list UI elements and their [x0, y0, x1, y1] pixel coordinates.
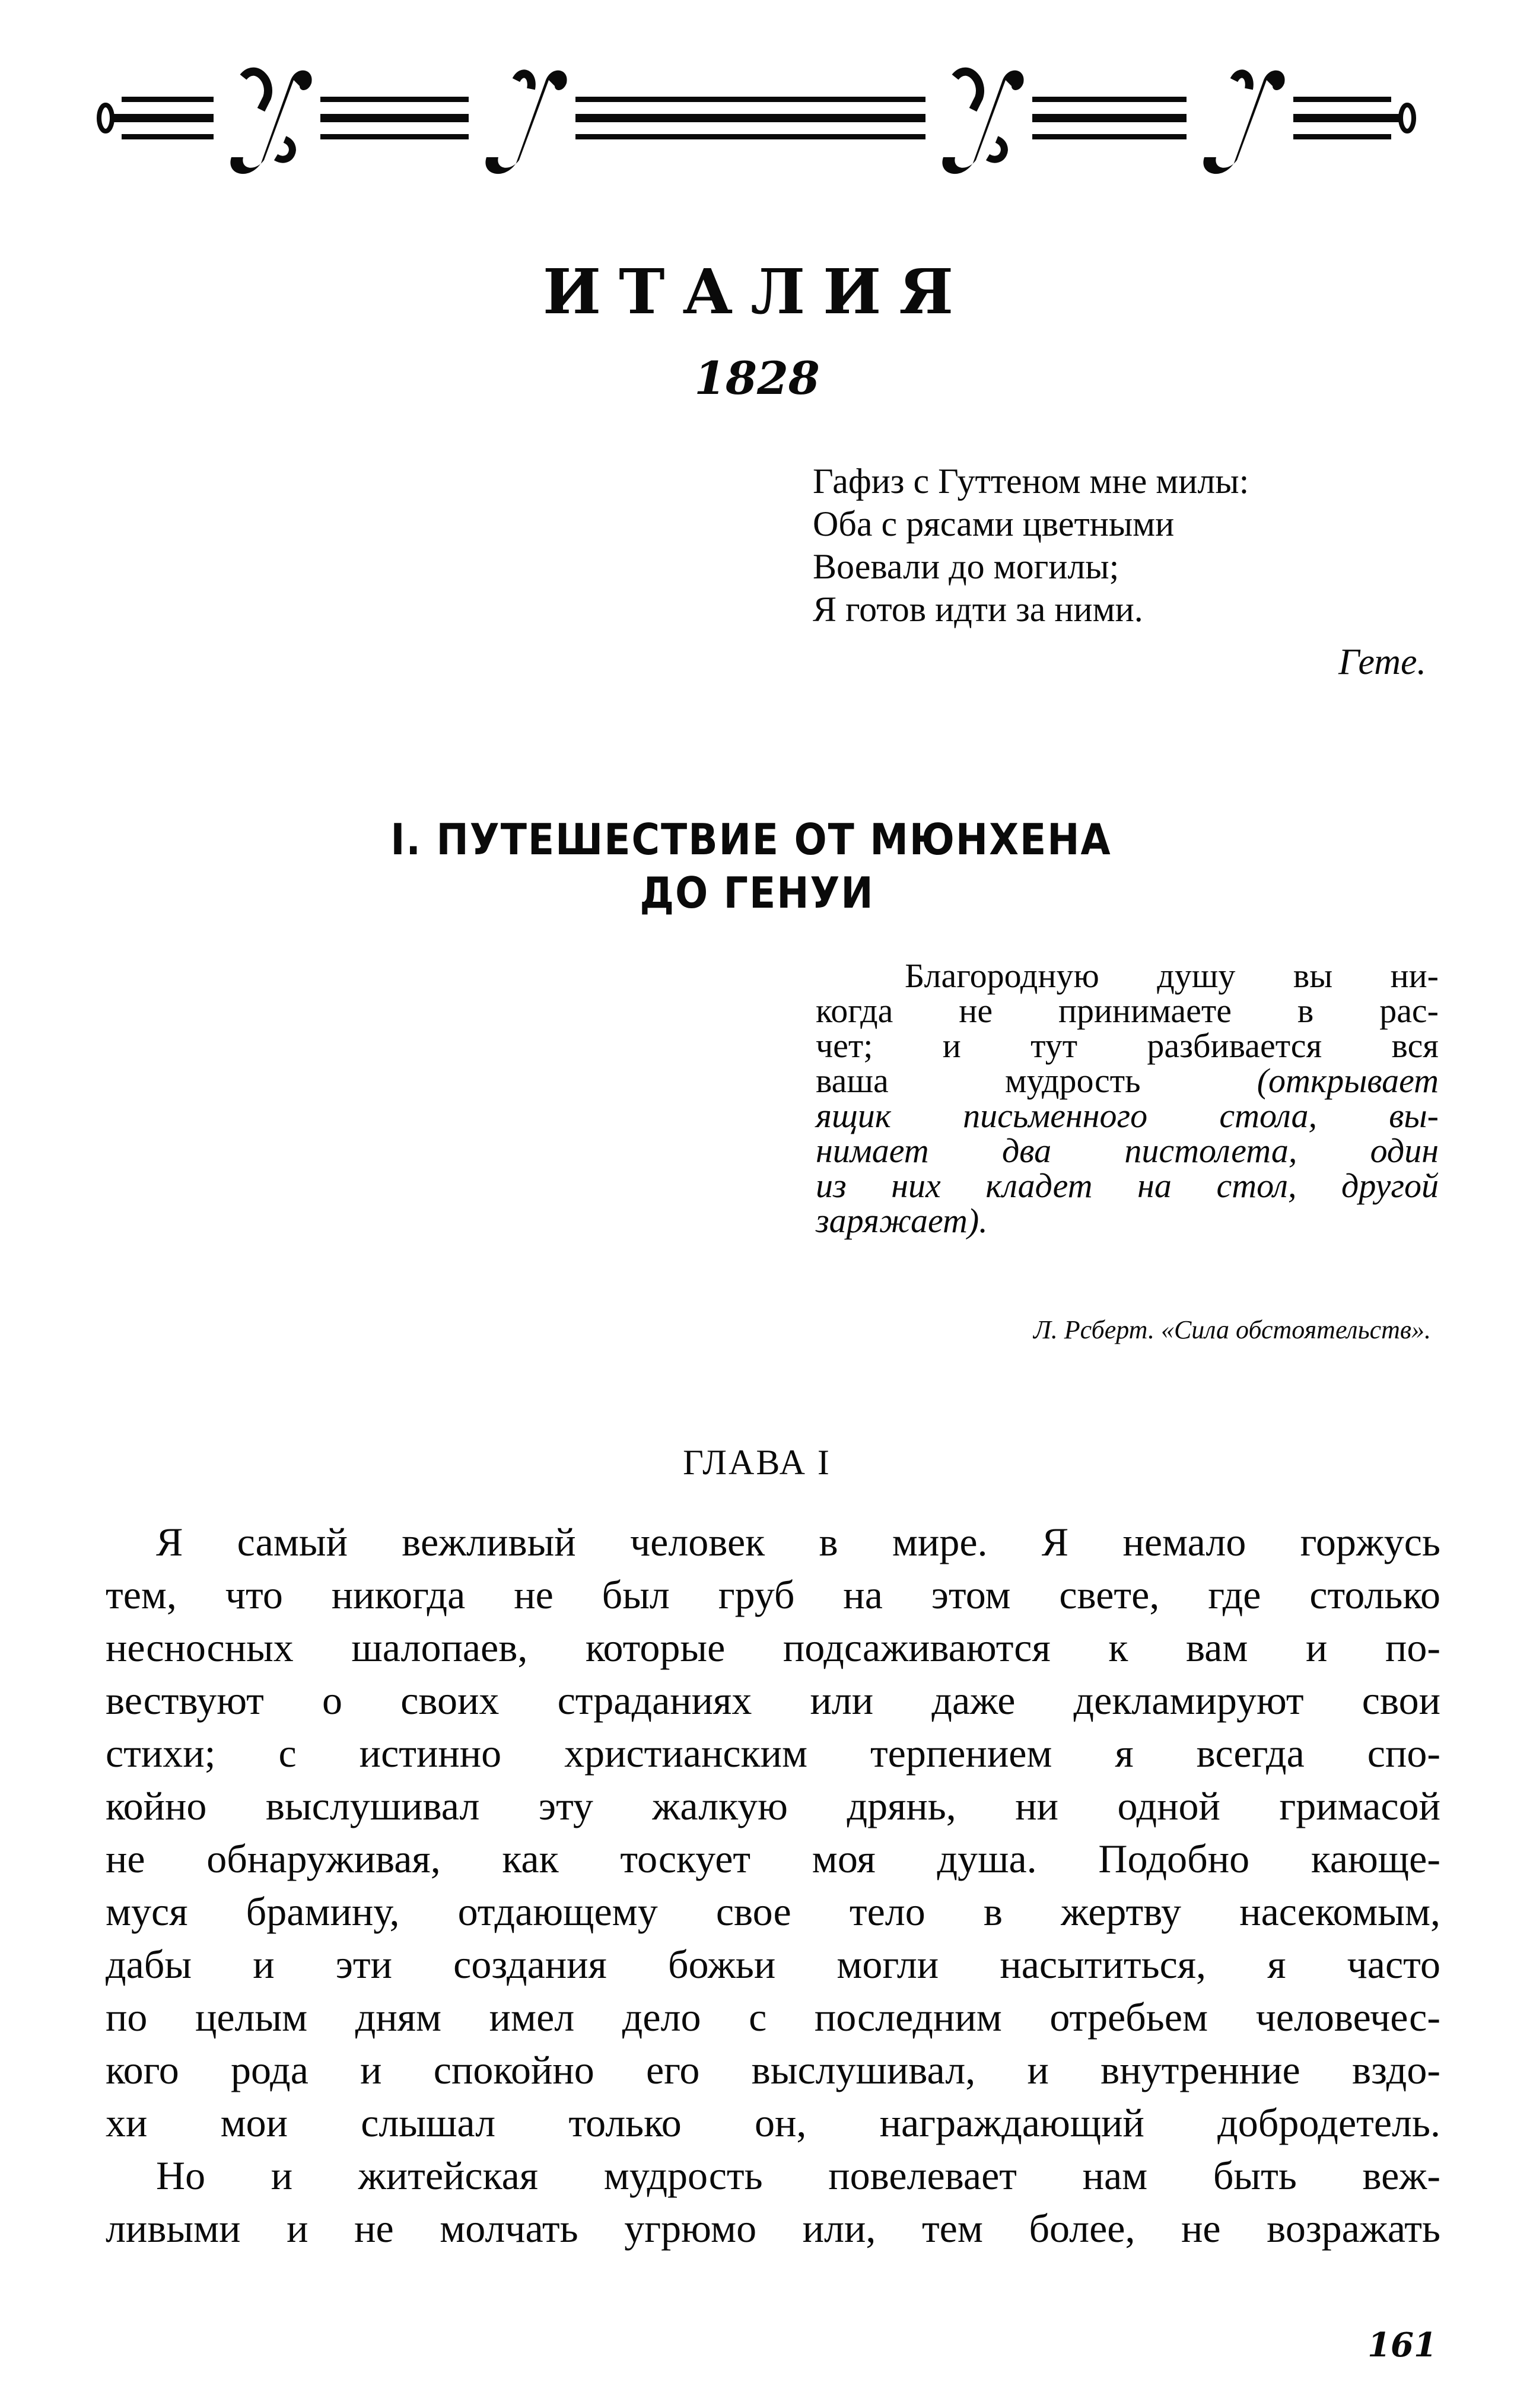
decorative-header-ornament — [95, 56, 1418, 193]
body-line: хи мои слышал только он, награждающий добродетель. — [106, 2100, 1440, 2145]
poem-attribution: Гете. — [1338, 642, 1426, 682]
ornament-scroll-4 — [1187, 71, 1293, 174]
prose-epigraph — [816, 958, 1439, 1238]
epigraph-roman: ваша мудрость — [816, 1061, 1257, 1100]
body-line: ливыми и не молчать угрюмо или, тем более, не возражать — [106, 2206, 1440, 2251]
ornament-scroll-2 — [469, 71, 575, 174]
epigraph-stage-direction: заряжает). — [816, 1201, 988, 1240]
body-line: не обнаруживая, как тоскует моя душа. Подобно кающе- — [106, 1836, 1440, 1881]
body-line: муся брамину, отдающему свое тело в жертву насекомым, — [106, 1889, 1440, 1934]
ornament-scroll-3 — [925, 71, 1032, 174]
section-heading — [0, 813, 1514, 920]
body-line: Я самый вежливый человек в мире. Я немало горжусь — [156, 1519, 1440, 1564]
epigraph-stage-direction: нимает два пистолета, один — [816, 1131, 1439, 1170]
epigraph-line — [816, 1063, 1439, 1098]
body-line: дабы и эти создания божьи могли насытиться, я часто — [106, 1942, 1440, 1987]
epigraph-roman: когда не принимаете в рас- — [816, 991, 1439, 1030]
body-line: кого рода и спокойно его выслушивал, и внутренние вздо- — [106, 2047, 1440, 2092]
epigraph-line — [816, 1098, 1439, 1133]
epigraph-line — [816, 1028, 1439, 1063]
poem-line: Гафиз с Гуттеном мне милы: — [813, 462, 1249, 501]
poem-epigraph — [813, 460, 1442, 631]
body-line: Но и житейская мудрость повелевает нам быть веж- — [156, 2153, 1440, 2198]
epigraph-line — [816, 958, 1439, 993]
epigraph-stage-direction: (открывает — [1257, 1061, 1439, 1100]
chapter-heading: ГЛАВА I — [683, 1443, 831, 1482]
part-title: ИТАЛИЯ — [542, 255, 972, 328]
body-line: несносных шалопаев, которые подсаживаются к вам и по- — [106, 1625, 1440, 1670]
section-heading-line-1: I. ПУТЕШЕСТВИЕ ОТ МЮНХЕНА — [390, 815, 1112, 864]
ornament-scroll-1 — [214, 71, 320, 174]
body-line: койно выслушивал эту жалкую дрянь, ни одной гримасой — [106, 1783, 1440, 1828]
epigraph-roman: Благородную душу вы ни- — [905, 956, 1439, 995]
body-line: вествуют о своих страданиях или даже декламируют свои — [106, 1678, 1440, 1723]
epigraph-line — [816, 1168, 1439, 1203]
body-line: по целым дням имел дело с последним отребьем человечес- — [106, 1995, 1440, 2040]
epigraph-roman: чет; и тут разбивается вся — [816, 1026, 1439, 1065]
part-year: 1828 — [694, 352, 820, 405]
epigraph-stage-direction: из них кладет на стол, другой — [816, 1166, 1439, 1205]
epigraph-line — [816, 1203, 1439, 1238]
body-line: тем, что никогда не был груб на этом свете, где столько — [106, 1572, 1440, 1617]
section-heading-line-2: ДО ГЕНУИ — [640, 868, 874, 918]
epigraph-line — [816, 1133, 1439, 1168]
epigraph-stage-direction: ящик письменного стола, вы- — [816, 1096, 1439, 1135]
body-text — [106, 1516, 1440, 2255]
poem-line: Воевали до могилы; — [813, 547, 1119, 586]
poem-line: Оба с рясами цветными — [813, 504, 1175, 543]
epigraph-attribution: Л. Рсберт. «Сила обстоятельств». — [1033, 1315, 1431, 1344]
epigraph-line — [816, 993, 1439, 1028]
page-number: 161 — [1367, 2326, 1437, 2365]
body-line: стихи; с истинно христианским терпением я всегда спо- — [106, 1731, 1440, 1776]
poem-line: Я готов идти за ними. — [813, 590, 1143, 629]
